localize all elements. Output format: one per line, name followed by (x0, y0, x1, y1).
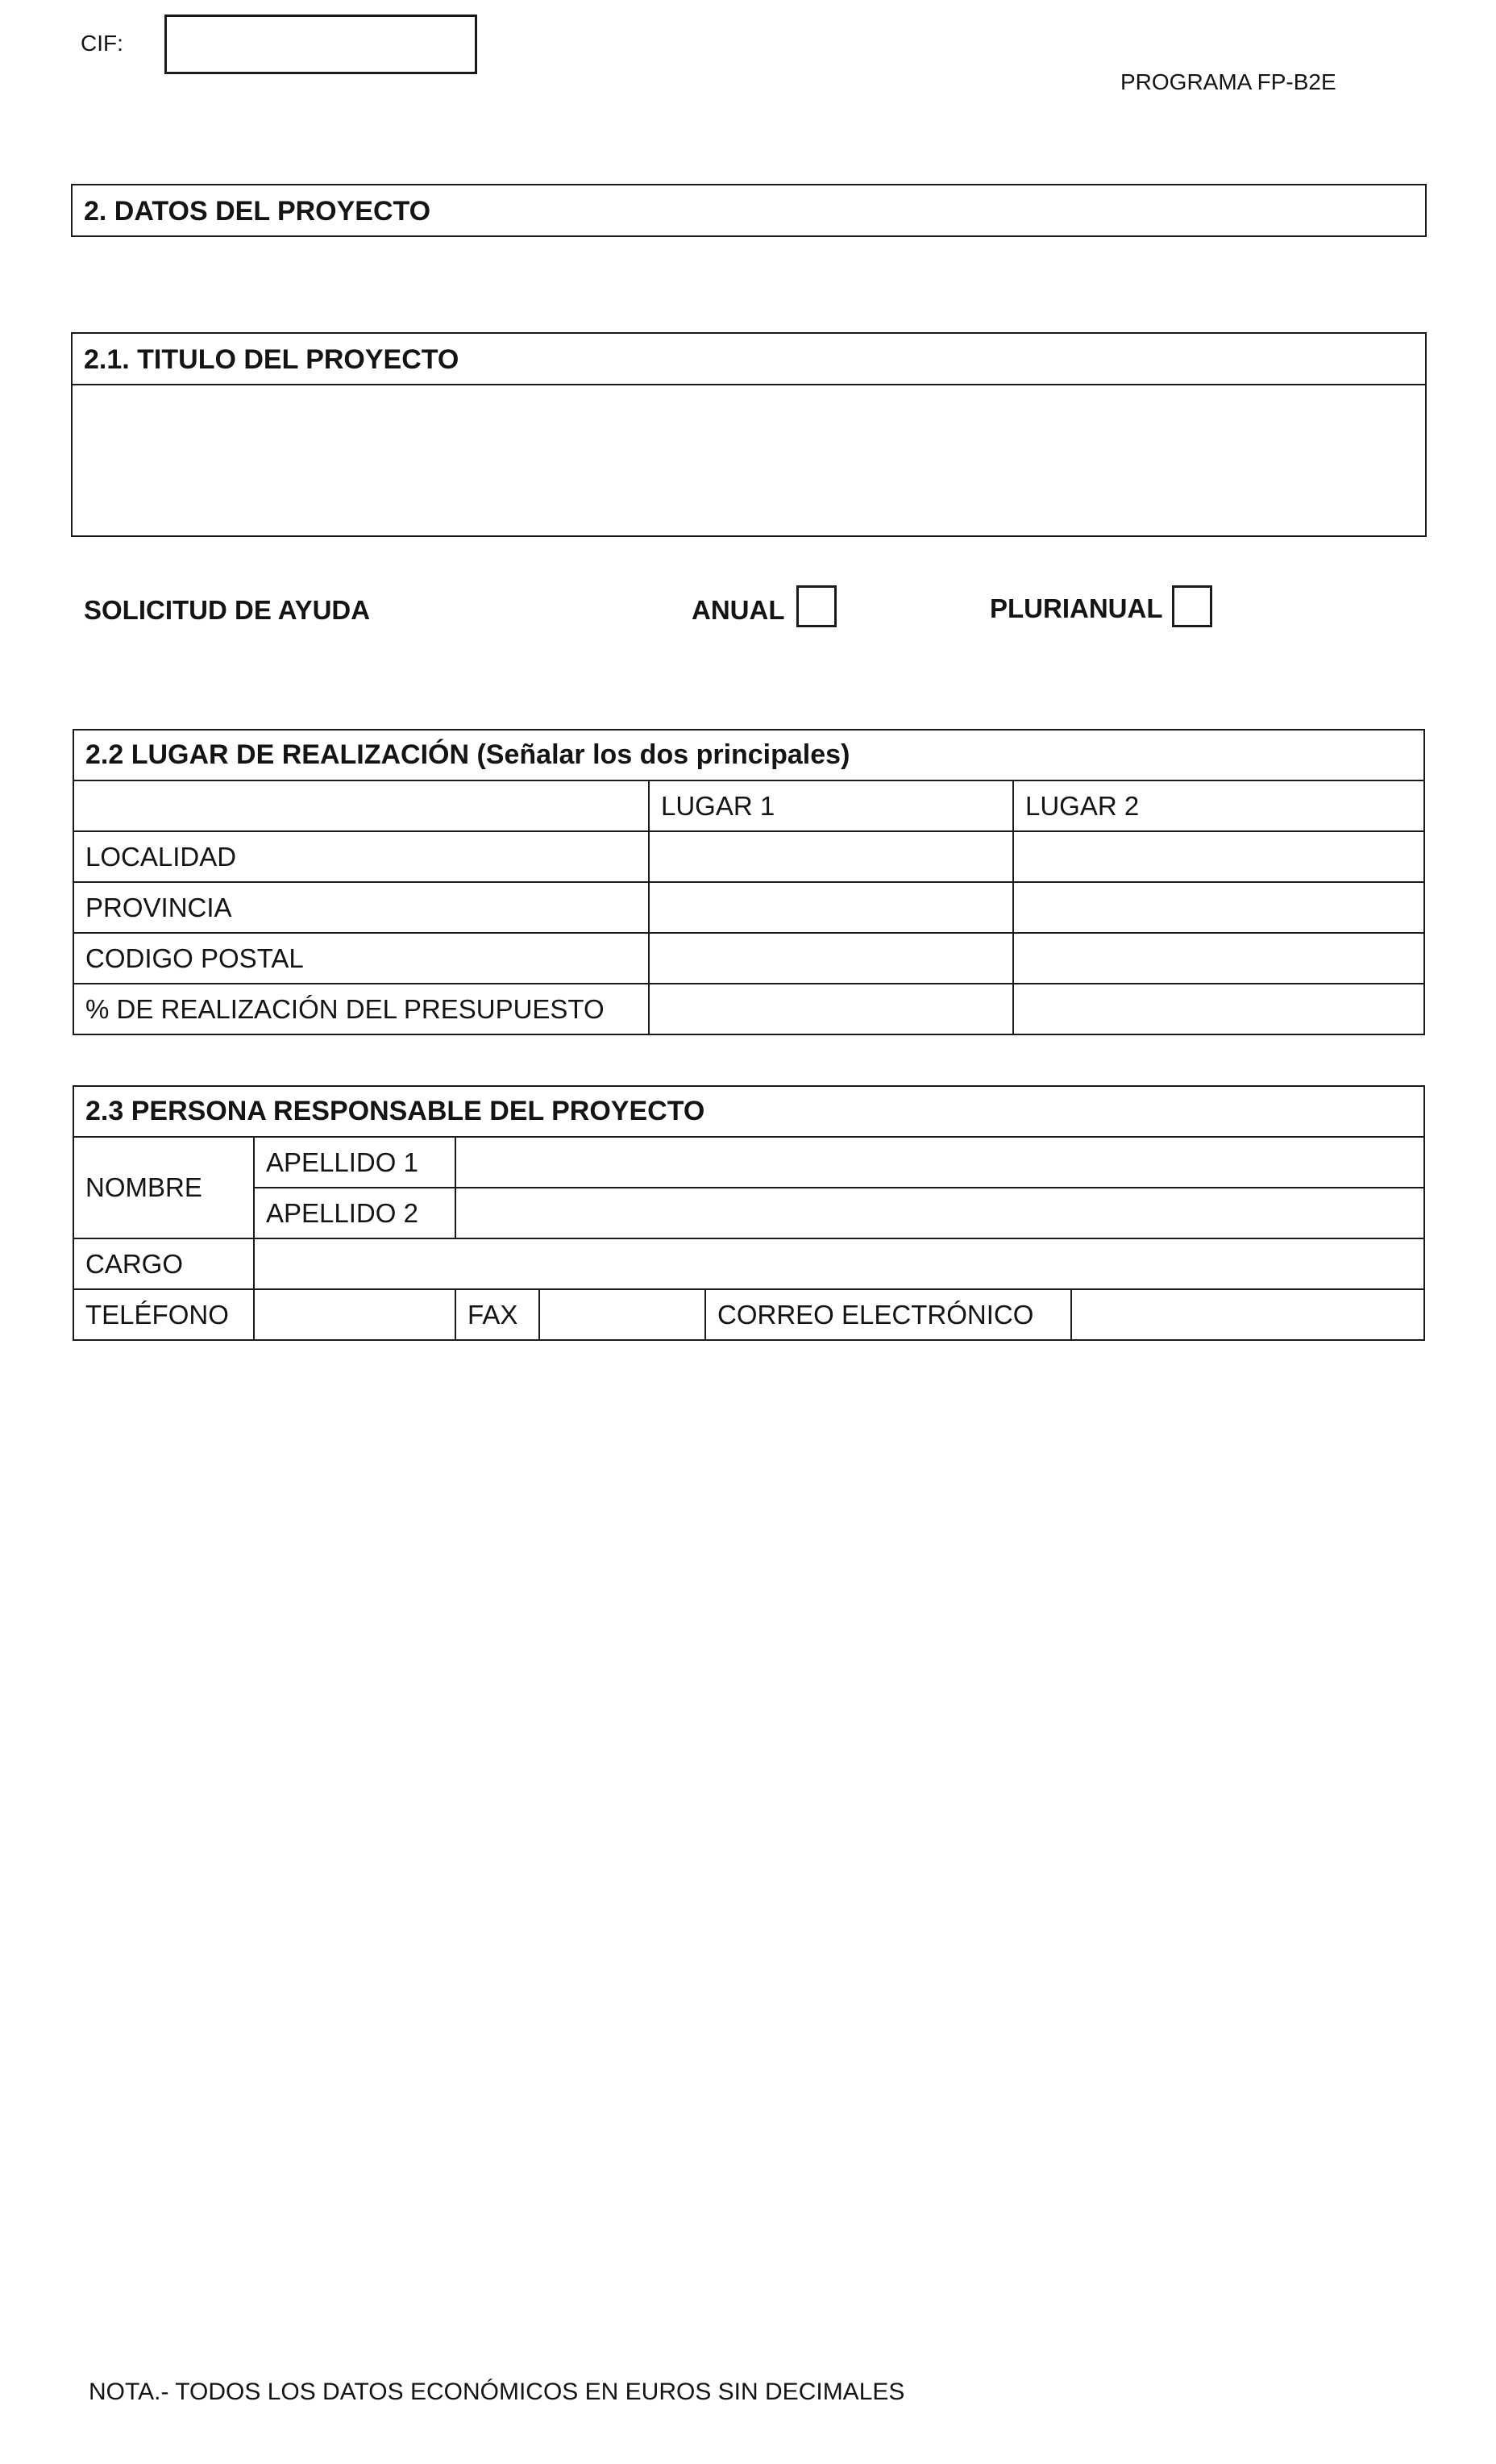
section-2-1-title: 2.1. TITULO DEL PROYECTO (84, 344, 459, 375)
project-title-input[interactable] (73, 385, 1425, 535)
section-2-1-header (73, 334, 1425, 385)
section-2-2-table (73, 729, 1425, 1035)
section-2-header (71, 184, 1427, 237)
lugar-1-header: LUGAR 1 (649, 780, 1013, 831)
row-label-porcentaje: % DE REALIZACIÓN DEL PRESUPUESTO (73, 984, 649, 1034)
program-code: PROGRAMA FP-B2E (1120, 69, 1336, 94)
anual-checkbox[interactable] (796, 585, 837, 627)
localidad-lugar-2-input[interactable] (1013, 831, 1424, 882)
apellido-1-input[interactable] (455, 1137, 1424, 1188)
row-label-codigo-postal: CODIGO POSTAL (73, 933, 649, 984)
cif-input[interactable] (164, 15, 477, 74)
section-2-3-table (73, 1085, 1425, 1341)
codigo-postal-lugar-1-input[interactable] (649, 933, 1013, 984)
fax-input[interactable] (539, 1289, 705, 1340)
apellido-2-label: APELLIDO 2 (254, 1188, 455, 1238)
section-2-2-title: 2.2 LUGAR DE REALIZACIÓN (Señalar los dos principales) (73, 730, 1424, 780)
cif-label: CIF: (81, 31, 123, 56)
apellido-2-input[interactable] (455, 1188, 1424, 1238)
section-2-1-box (71, 332, 1427, 537)
lugar-2-header: LUGAR 2 (1013, 780, 1424, 831)
section-2-3-title: 2.3 PERSONA RESPONSABLE DEL PROYECTO (73, 1086, 1424, 1137)
cargo-label: CARGO (73, 1238, 254, 1289)
apellido-1-label: APELLIDO 1 (254, 1137, 455, 1188)
plurianual-label: PLURIANUAL (990, 593, 1163, 623)
telefono-label: TELÉFONO (73, 1289, 254, 1340)
fax-label: FAX (455, 1289, 539, 1340)
telefono-input[interactable] (254, 1289, 455, 1340)
provincia-lugar-1-input[interactable] (649, 882, 1013, 933)
cargo-input[interactable] (254, 1238, 1424, 1289)
anual-label: ANUAL (692, 595, 785, 625)
provincia-lugar-2-input[interactable] (1013, 882, 1424, 933)
codigo-postal-lugar-2-input[interactable] (1013, 933, 1424, 984)
nombre-label: NOMBRE (73, 1137, 254, 1238)
correo-input[interactable] (1071, 1289, 1424, 1340)
porcentaje-lugar-2-input[interactable] (1013, 984, 1424, 1034)
porcentaje-lugar-1-input[interactable] (649, 984, 1013, 1034)
section-2-title: 2. DATOS DEL PROYECTO (84, 196, 431, 227)
footer-note: NOTA.- TODOS LOS DATOS ECONÓMICOS EN EUROS SIN DECIMALES (89, 2379, 905, 2405)
empty-header-cell (73, 780, 649, 831)
solicitud-label: SOLICITUD DE AYUDA (84, 595, 371, 625)
correo-label: CORREO ELECTRÓNICO (705, 1289, 1071, 1340)
row-label-provincia: PROVINCIA (73, 882, 649, 933)
plurianual-checkbox[interactable] (1172, 585, 1212, 627)
localidad-lugar-1-input[interactable] (649, 831, 1013, 882)
row-label-localidad: LOCALIDAD (73, 831, 649, 882)
